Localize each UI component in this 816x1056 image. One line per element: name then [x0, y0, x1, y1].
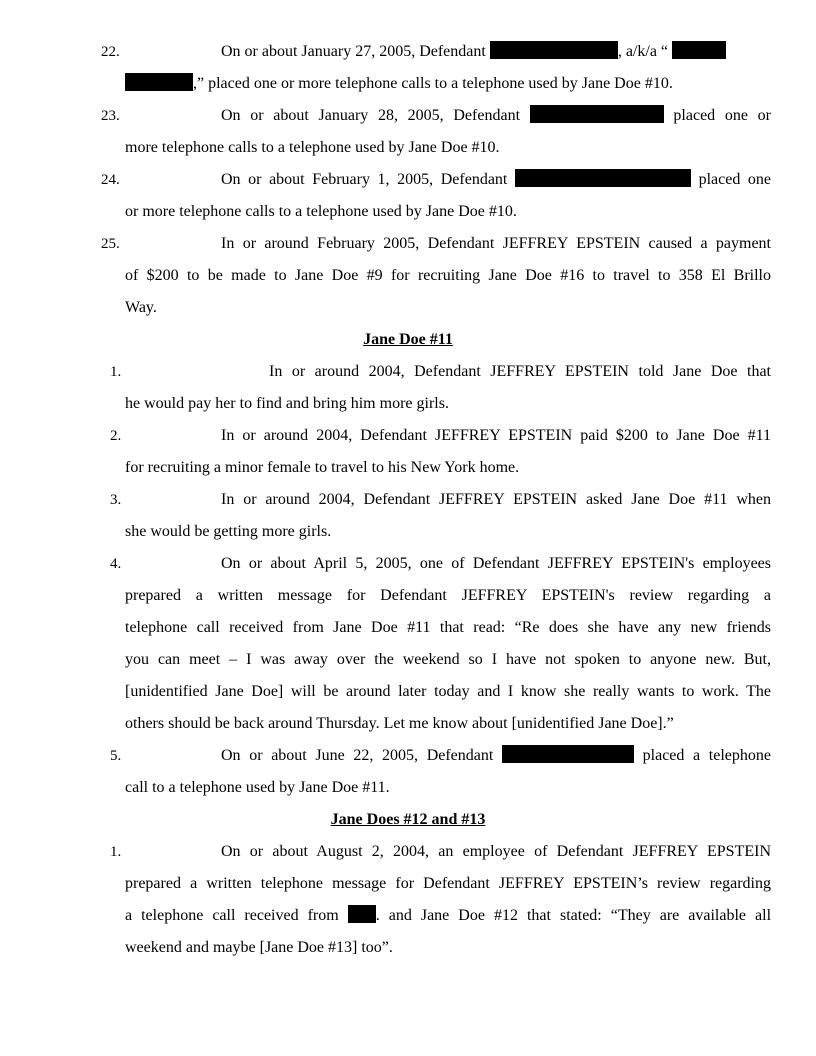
- item-line: prepared a written telephone message for Defendant JEFFREY EPSTEIN’s review regarding: [125, 875, 771, 892]
- item-line: [unidentified Jane Doe] will be around later today and I know she really wants to work. The: [125, 683, 771, 700]
- text-segment: On or about June 22, 2005, Defendant: [221, 747, 494, 764]
- item-line: weekend and maybe [Jane Doe #13] too”.: [125, 939, 393, 956]
- item-line: call to a telephone used by Jane Doe #11.: [125, 779, 390, 796]
- redaction-box: [530, 105, 664, 123]
- item-line: she would be getting more girls.: [125, 523, 332, 540]
- redaction-box: [502, 745, 634, 763]
- item-line: he would pay her to find and bring him more girls.: [125, 395, 449, 412]
- item-number: 1.: [110, 844, 122, 860]
- paragraph-24-line-2: or more telephone calls to a telephone used by Jane Doe #10.: [125, 203, 517, 220]
- redaction-box: [348, 905, 376, 923]
- text-segment: On or about January 28, 2005, Defendant: [221, 107, 521, 124]
- item-line: In or around 2004, Defendant JEFFREY EPSTEIN asked Jane Doe #11 when: [221, 491, 771, 508]
- section-heading: Jane Doe #11: [363, 331, 453, 348]
- item-number: 2.: [110, 428, 122, 444]
- paragraph-22-line-2: [125, 68, 771, 100]
- text-segment: a telephone call received from: [125, 907, 339, 924]
- item-line: prepared a written message for Defendant JEFFREY EPSTEIN's review regarding a: [125, 587, 771, 604]
- text-segment: placed a telephone: [642, 747, 771, 764]
- paragraph-number: 25.: [101, 236, 120, 252]
- item-number: 3.: [110, 492, 122, 508]
- paragraph-25-line-2: of $200 to be made to Jane Doe #9 for recruiting Jane Doe #16 to travel to 358 El Brillo: [125, 267, 771, 284]
- item-line: On or about August 2, 2004, an employee of Defendant JEFFREY EPSTEIN: [221, 843, 771, 860]
- text-segment: placed one: [698, 171, 771, 188]
- paragraph-24-line-1: [221, 164, 771, 196]
- item-line: telephone call received from Jane Doe #11 that read: “Re does she have any new friends: [125, 619, 771, 636]
- item-number: 5.: [110, 748, 122, 764]
- redaction-box: [515, 169, 691, 187]
- item-line: you can meet – I was away over the weekend so I have not spoken to anyone new. But,: [125, 651, 771, 668]
- paragraph-23-line-1: [221, 100, 771, 132]
- paragraph-25-line-3: Way.: [125, 299, 157, 316]
- text-segment: placed one or: [673, 107, 771, 124]
- text-segment: ,” placed one or more telephone calls to a telephone used by Jane Doe #10.: [193, 75, 673, 92]
- item-line: On or about April 5, 2005, one of Defendant JEFFREY EPSTEIN's employees: [221, 555, 771, 572]
- text-segment: On or about February 1, 2005, Defendant: [221, 171, 508, 188]
- paragraph-number: 24.: [101, 172, 120, 188]
- redaction-box: [490, 41, 618, 59]
- paragraph-number: 22.: [101, 44, 120, 60]
- item-line: [125, 900, 771, 932]
- paragraph-23-line-2: more telephone calls to a telephone used by Jane Doe #10.: [125, 139, 500, 156]
- item-number: 4.: [110, 556, 122, 572]
- section-heading: Jane Does #12 and #13: [330, 811, 486, 828]
- paragraph-number: 23.: [101, 108, 120, 124]
- redaction-box: [125, 73, 193, 91]
- item-line: [221, 740, 771, 772]
- text-segment: , a/k/a “: [617, 43, 669, 60]
- text-segment: . and Jane Doe #12 that stated: “They are available all: [375, 907, 771, 924]
- item-line: In or around 2004, Defendant JEFFREY EPSTEIN told Jane Doe that: [269, 363, 771, 380]
- item-line: for recruiting a minor female to travel to his New York home.: [125, 459, 520, 476]
- paragraph-25-line-1: In or around February 2005, Defendant JEFFREY EPSTEIN caused a payment: [221, 235, 771, 252]
- text-segment: On or about January 27, 2005, Defendant: [221, 43, 486, 60]
- redaction-box: [672, 41, 726, 59]
- item-line: In or around 2004, Defendant JEFFREY EPSTEIN paid $200 to Jane Doe #11: [221, 427, 771, 444]
- paragraph-22-line-1: [221, 36, 771, 68]
- item-line: others should be back around Thursday. Let me know about [unidentified Jane Doe].”: [125, 715, 674, 732]
- item-number: 1.: [110, 364, 122, 380]
